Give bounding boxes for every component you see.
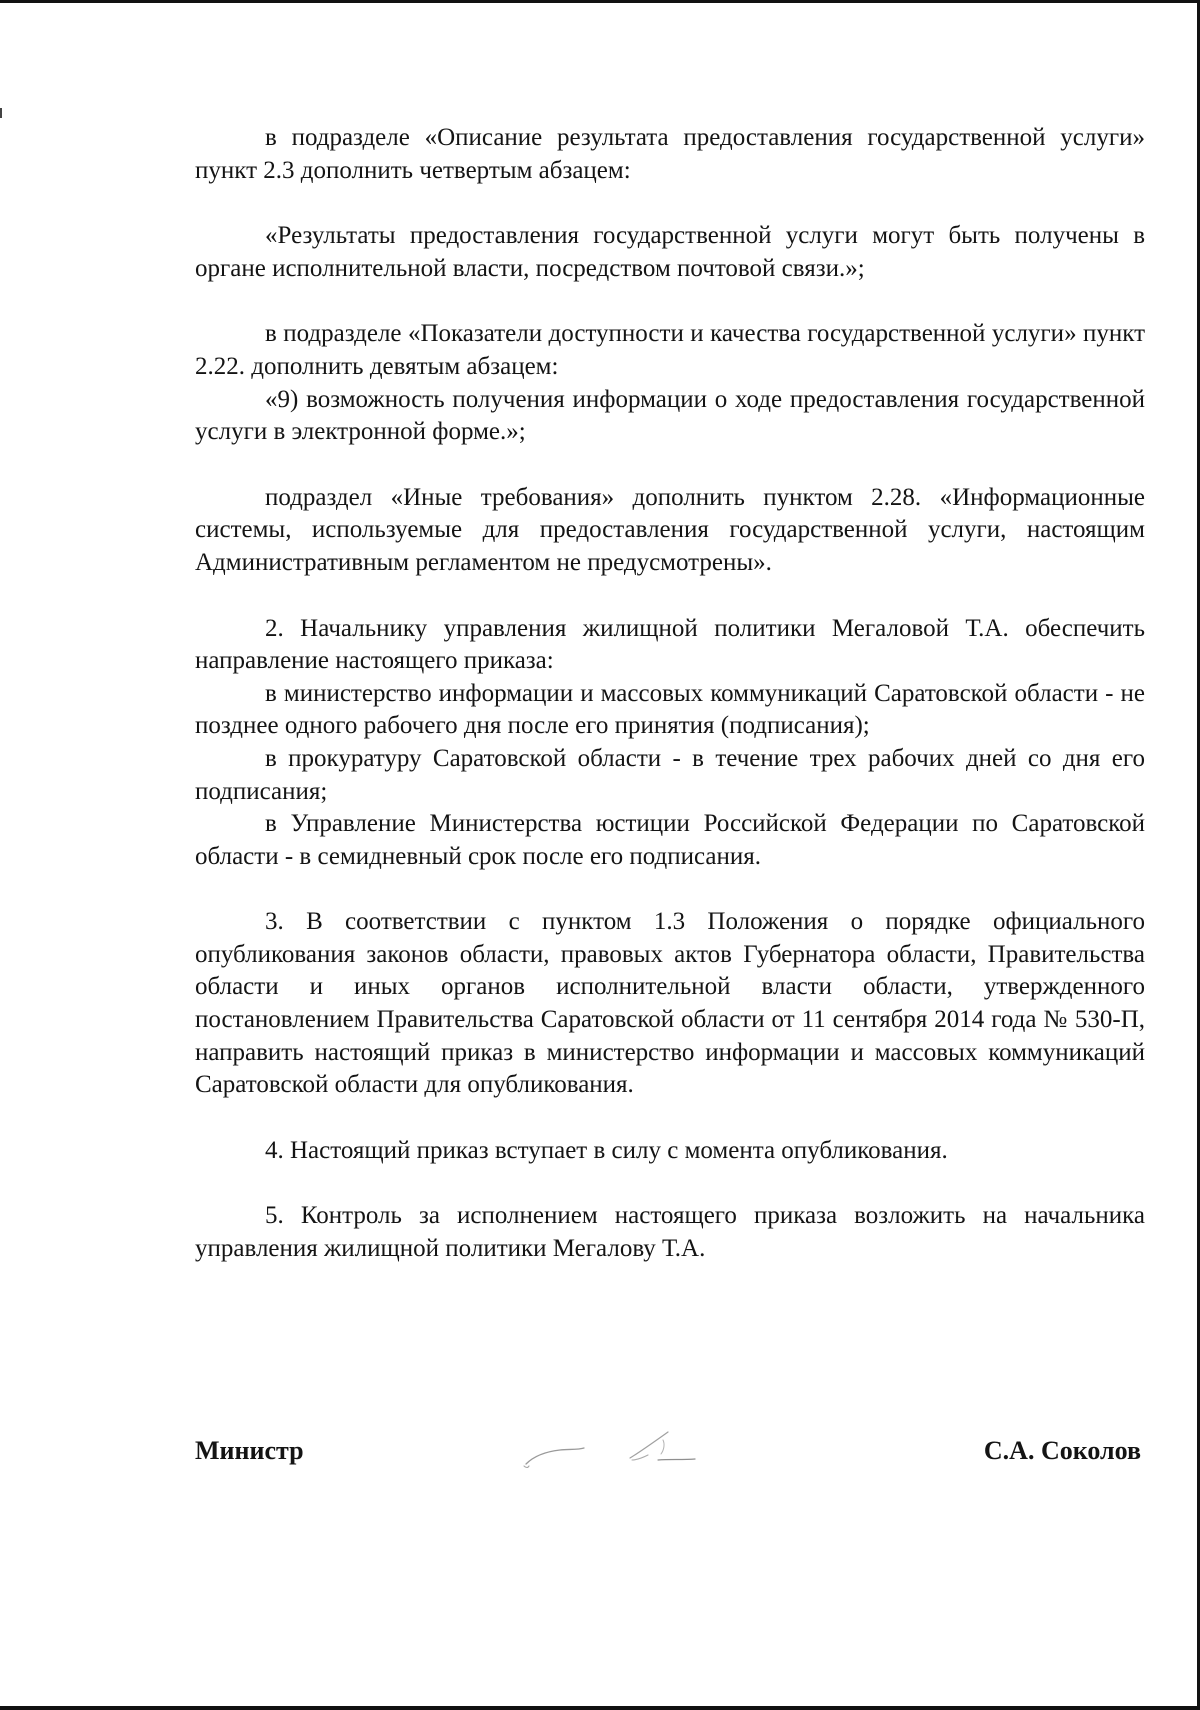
signatory-title: Министр: [195, 1436, 304, 1465]
paragraph-availability-subsection: в подразделе «Показатели доступности и качества государственной услуги» пункт 2.22. дополнить девятым абзацем:: [195, 320, 1145, 380]
paragraph-item-2-ministry: в министерство информации и массовых коммуникаций Саратовской области - не позднее одного рабочего дня после его принятия (подписания);: [195, 679, 1145, 740]
scan-mark: [0, 108, 2, 118]
paragraph-results-quote: «Результаты предоставления государственной услуги могут быть получены в органе исполнительной власти, посредством почтовой связи.»;: [195, 222, 1145, 282]
signature-block: [195, 1436, 1141, 1476]
scan-border-bottom: [0, 1706, 1200, 1710]
paragraph-item-2: 2. Начальнику управления жилищной политики Мегаловой Т.А. обеспечить направление настоящего приказа:: [195, 614, 1145, 675]
scan-border-top: [0, 0, 1200, 3]
paragraph-item-3: 3. В соответствии с пунктом 1.3 Положения о порядке официального опубликования законов области, правовых актов Губернатора области, Правительства области и иных органов исполнительной власти области, утвержденного постановлением Правительства Саратовской области от 11 сентября 2014 года № 530-П, направить настоящий приказ в министерство информации и массовых коммуникаций Саратовской области для опубликования.: [195, 908, 1145, 1099]
paragraph-item-4: 4. Настоящий приказ вступает в силу с момента опубликования.: [265, 1136, 948, 1164]
paragraph-availability-quote: «9) возможность получения информации о ходе предоставления государственной услуги в электронной форме.»;: [195, 385, 1145, 446]
paragraph-results-subsection: в подразделе «Описание результата предоставления государственной услуги» пункт 2.3 дополнить четвертым абзацем:: [195, 124, 1145, 184]
document-body: [195, 122, 1145, 1266]
paragraph-item-5: 5. Контроль за исполнением настоящего приказа возложить на начальника управления жилищной политики Мегалову Т.А.: [195, 1202, 1145, 1263]
paragraph-item-2-prosecutor: в прокуратуру Саратовской области - в течение трех рабочих дней со дня его подписания;: [195, 744, 1145, 805]
paragraph-other-requirements: подраздел «Иные требования» дополнить пунктом 2.28. «Информационные системы, используемые для предоставления государственной услуги, настоящим Административным регламентом не предусмотрены».: [195, 483, 1145, 576]
paragraph-item-2-justice: в Управление Министерства юстиции Российской Федерации по Саратовской области - в семидневный срок после его подписания.: [195, 810, 1145, 870]
signatory-name: С.А. Соколов: [983, 1436, 1141, 1465]
